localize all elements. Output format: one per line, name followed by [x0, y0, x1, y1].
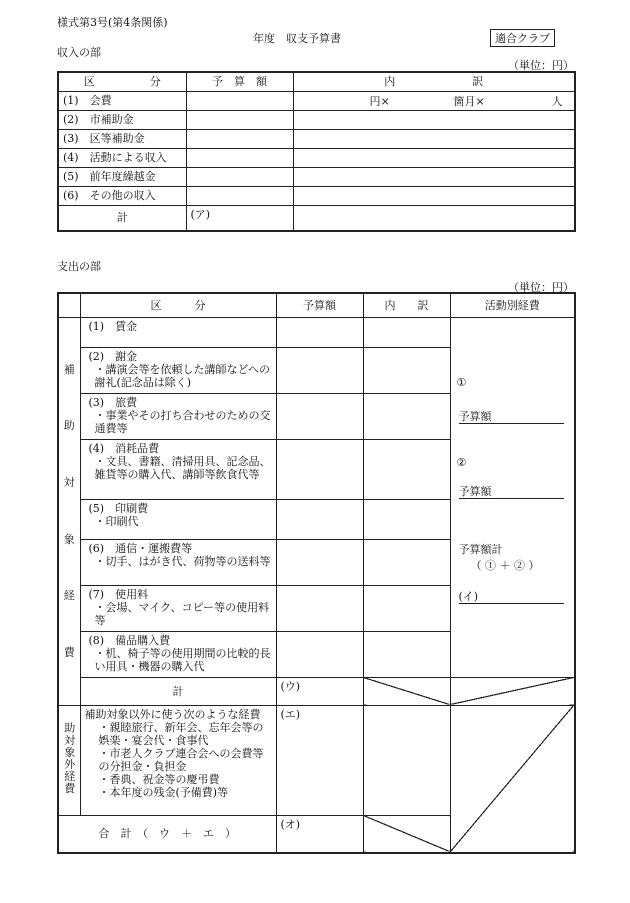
- group-nonsubsidized-label: 助対象外経費: [58, 705, 80, 815]
- income-row-no: (6): [63, 189, 79, 202]
- expense-detail-cell[interactable]: [363, 347, 450, 393]
- diagonal-cell: [363, 677, 450, 705]
- nonsubsidized-title: 補助対象以外に使う次のような経費: [84, 707, 261, 721]
- income-col-budget: 予 算 額: [186, 72, 293, 91]
- detail-people: 人: [551, 94, 563, 108]
- expense-detail-cell[interactable]: [363, 539, 450, 585]
- group-char: 象: [63, 532, 75, 546]
- expense-budget-cell[interactable]: [276, 631, 363, 677]
- income-detail-cell[interactable]: [293, 167, 575, 186]
- expense-item-sub: ・机、椅子等の使用期間の比較的長い用具・機器の購入代: [94, 646, 271, 673]
- group-char: 補: [63, 362, 75, 376]
- expense-subtotal-label: 計: [80, 677, 276, 705]
- grand-total-cell[interactable]: [276, 815, 363, 853]
- table-row: [58, 148, 575, 167]
- page-title: 年度 収支予算書: [253, 32, 341, 45]
- income-row-no: (1): [63, 94, 79, 107]
- nonsubsidized-item: ・香典、祝金等の慶弔費: [98, 772, 220, 786]
- expense-item-title: (1) 賃金: [88, 319, 138, 333]
- income-budget-cell[interactable]: [186, 129, 293, 148]
- expense-item-sub: ・会場、マイク、コピー等の使用料等: [94, 600, 270, 627]
- expense-item-title: (7) 使用料: [88, 587, 149, 601]
- expense-item-title: (8) 備品購入費: [88, 633, 171, 647]
- income-row-label: 市補助金: [89, 113, 134, 126]
- group-char: 費: [63, 646, 75, 660]
- group-subsidized-label: [58, 317, 80, 705]
- nonsubsidized-budget-cell[interactable]: [276, 705, 363, 815]
- income-row-label: 活動による収入: [89, 151, 167, 164]
- expense-detail-cell[interactable]: [363, 499, 450, 539]
- income-table: [57, 71, 576, 232]
- expense-item-sub: ・文具、書籍、清掃用具、記念品、雑貨等の購入代、講師等飲食代等: [94, 454, 271, 481]
- expense-detail-cell[interactable]: [363, 631, 450, 677]
- income-detail-cell[interactable]: [293, 148, 575, 167]
- table-row: [58, 129, 575, 148]
- income-total-mark: (ア): [190, 207, 211, 221]
- income-detail-cell[interactable]: [293, 91, 575, 110]
- activity-budget-1[interactable]: 予算額: [459, 410, 564, 424]
- group-char: 経: [63, 589, 75, 603]
- income-total-label: 計: [58, 205, 186, 231]
- club-box: 適合クラブ: [490, 29, 555, 47]
- expense-unit: （単位：円）: [508, 281, 574, 294]
- expense-item-title: (4) 消耗品費: [88, 441, 160, 455]
- group-char: 助: [63, 419, 75, 433]
- activity-mark-1: ①: [456, 375, 467, 389]
- income-row-label: 区等補助金: [89, 132, 145, 145]
- expense-item-title: (3) 旅費: [88, 395, 138, 409]
- table-row: [58, 167, 575, 186]
- expense-item-sub: ・事業やその打ち合わせのための交通費等: [94, 408, 271, 435]
- expense-budget-cell[interactable]: [276, 539, 363, 585]
- expense-item-sub: ・講演会等を依頼した講師などへの謝礼(記念品は除く): [94, 362, 271, 389]
- expense-item-title: (6) 通信・運搬費等: [88, 541, 193, 555]
- nonsubsidized-item: ・市老人クラブ連合会への会費等の分担金・負担金: [98, 746, 264, 773]
- income-col-detail: 内 訳: [293, 72, 575, 91]
- expense-detail-cell[interactable]: [363, 393, 450, 439]
- income-budget-cell[interactable]: [186, 110, 293, 129]
- expense-detail-cell[interactable]: [363, 439, 450, 499]
- income-col-kubun: 区 分: [58, 72, 186, 91]
- income-row-no: (3): [63, 132, 79, 145]
- income-unit: （単位：円）: [508, 59, 574, 72]
- activity-sum-label: 予算額計: [458, 542, 503, 556]
- expense-subtotal-cell[interactable]: [276, 677, 363, 705]
- diagonal-cell: [450, 705, 575, 853]
- table-row: [58, 110, 575, 129]
- expense-detail-cell[interactable]: [363, 317, 450, 347]
- nonsubsidized-item: ・親睦旅行、新年会、忘年会等の娯楽・宴会代・食事代: [98, 720, 264, 747]
- expense-col-budget: 予算額: [276, 293, 363, 317]
- income-row-no: (5): [63, 170, 79, 183]
- expense-item-sub: ・印刷代: [94, 514, 139, 528]
- expense-item-sub: ・切手、はがき代、荷物等の送料等: [94, 554, 271, 568]
- detail-yen: 円×: [369, 94, 390, 108]
- income-total-cell[interactable]: [186, 205, 293, 231]
- income-detail-cell[interactable]: [293, 110, 575, 129]
- nonsubsidized-detail-cell[interactable]: [363, 705, 450, 815]
- diagonal-cell: [363, 815, 450, 853]
- expense-budget-cell[interactable]: [276, 393, 363, 439]
- expense-col-detail: 内 訳: [363, 293, 450, 317]
- expense-col-kubun: 区 分: [80, 293, 276, 317]
- expense-budget-cell[interactable]: [276, 499, 363, 539]
- expense-budget-cell[interactable]: [276, 317, 363, 347]
- expense-col-activity: 活動別経費: [450, 293, 575, 317]
- income-budget-cell[interactable]: [186, 91, 293, 110]
- expense-table: [57, 292, 576, 854]
- income-row-label: 会費: [89, 94, 112, 107]
- income-detail-cell[interactable]: [293, 129, 575, 148]
- expense-detail-cell[interactable]: [363, 585, 450, 631]
- form-number: 様式第3号(第4条関係): [57, 16, 168, 29]
- income-heading: 収入の部: [57, 46, 101, 59]
- income-budget-cell[interactable]: [186, 186, 293, 205]
- expense-budget-cell[interactable]: [276, 347, 363, 393]
- nonsubsidized-mark: (エ): [280, 707, 301, 721]
- expense-item-title: (5) 印刷費: [88, 501, 149, 515]
- activity-mark-2: ②: [456, 455, 467, 469]
- group-char: 対: [63, 476, 75, 490]
- nonsubsidized-item: ・本年度の残金(予備費)等: [98, 785, 229, 799]
- activity-cost-cell: [450, 317, 575, 677]
- income-budget-cell[interactable]: [186, 167, 293, 186]
- activity-sum-formula: （ ① ＋ ② ）: [470, 558, 540, 572]
- income-total-detail[interactable]: [293, 205, 575, 231]
- table-row: [58, 317, 575, 347]
- income-detail-cell[interactable]: [293, 186, 575, 205]
- detail-months: 箇月×: [453, 94, 485, 108]
- grand-total-mark: (オ): [280, 817, 301, 831]
- income-row-label: その他の収入: [89, 189, 156, 202]
- expense-budget-cell[interactable]: [276, 439, 363, 499]
- table-row: [58, 186, 575, 205]
- expense-budget-cell[interactable]: [276, 585, 363, 631]
- income-row-no: (2): [63, 113, 79, 126]
- grand-total-label: 合 計 （ ウ ＋ エ ）: [58, 815, 276, 853]
- income-row-label: 前年度繰越金: [89, 170, 156, 183]
- expense-heading: 支出の部: [57, 260, 101, 273]
- activity-budget-2[interactable]: 予算額: [459, 485, 564, 499]
- income-row-no: (4): [63, 151, 79, 164]
- table-row: [58, 91, 575, 110]
- activity-sum[interactable]: (イ): [459, 590, 564, 604]
- expense-item-title: (2) 謝金: [88, 349, 138, 363]
- income-budget-cell[interactable]: [186, 148, 293, 167]
- diagonal-cell: [450, 677, 575, 705]
- expense-subtotal-mark: (ウ): [280, 679, 301, 693]
